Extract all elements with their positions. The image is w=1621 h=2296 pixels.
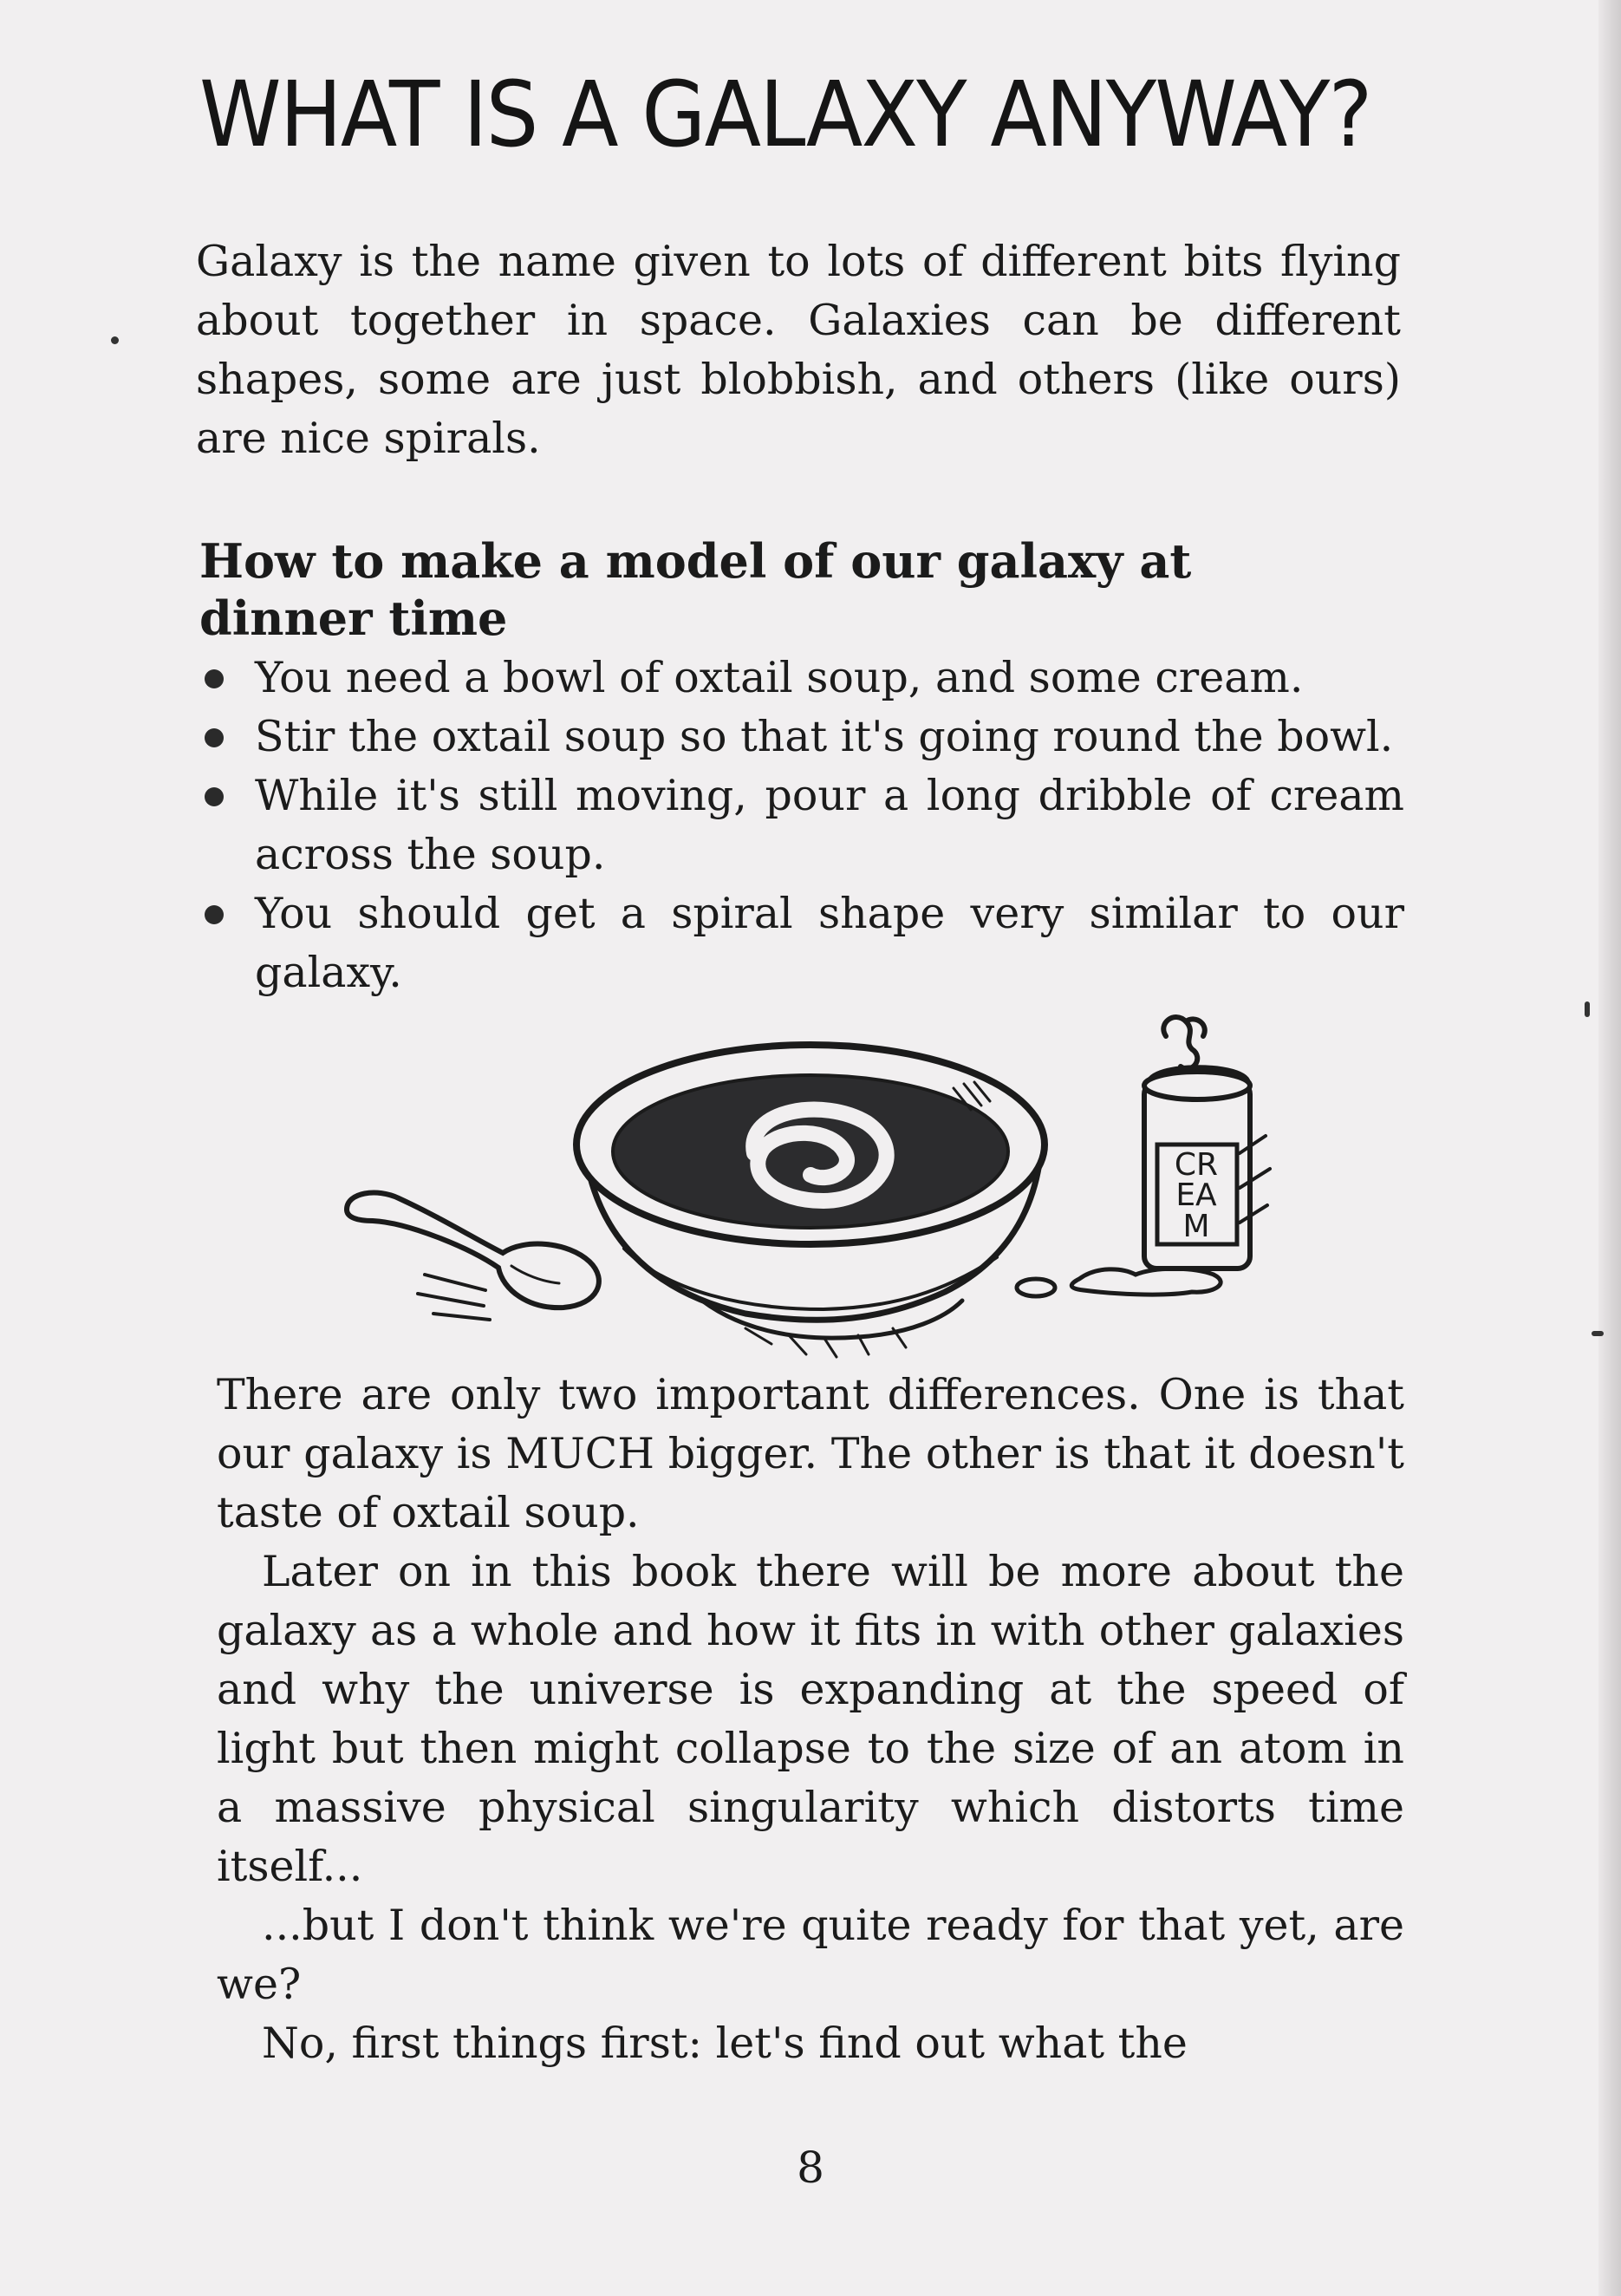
body-paragraph: Later on in this book there will be more about the galaxy as a whole and how it fits in with other galaxies and why the universe is expanding at the speed of light but then might collapse to the size of an atom in a massive physical singularity which distorts time itself... <box>217 1547 1404 1891</box>
ink-speck <box>111 336 119 344</box>
bullet-icon <box>205 905 224 924</box>
bowl-icon <box>576 1045 1045 1357</box>
instruction-list <box>199 649 1404 1002</box>
ink-speck <box>1592 1331 1604 1336</box>
body-paragraph: There are only two important differences. One is that our galaxy is MUCH bigger. The other is that it doesn't taste of oxtail soup. <box>217 1370 1404 1537</box>
bullet-icon <box>205 728 224 747</box>
page-title: WHAT IS A GALAXY ANYWAY? <box>199 62 1371 167</box>
section-heading: How to make a model of our galaxy at dinner time <box>199 533 1192 646</box>
jar-label-line-1: CR <box>1174 1147 1219 1183</box>
list-item <box>199 708 1404 766</box>
intro-paragraph: Galaxy is the name given to lots of different bits flying about together in space. Galaxies can be different shapes, some are just blobbish, and others (like ours) are nice spirals. <box>196 237 1401 463</box>
body-paragraph: ...but I don't think we're quite ready for that yet, are we? <box>217 1901 1404 2009</box>
body-paragraph: No, first things first: let's find out what the <box>262 2019 1188 2068</box>
list-item-text: Stir the oxtail soup so that it's going round the bowl. <box>255 712 1394 761</box>
list-item <box>199 649 1404 708</box>
page-number: 8 <box>797 2143 824 2193</box>
bullet-icon <box>205 669 224 688</box>
bullet-icon <box>205 787 224 806</box>
list-item-text: While it's still moving, pour a long dribble of cream across the soup. <box>255 771 1404 879</box>
cream-jar-icon <box>1144 1017 1270 1269</box>
list-item-text: You need a bowl of oxtail soup, and some cream. <box>255 653 1304 702</box>
body-text <box>217 1366 1404 2073</box>
soup-bowl-illustration <box>338 1014 1318 1361</box>
list-item <box>199 884 1404 1002</box>
list-item <box>199 766 1404 884</box>
list-item-text: You should get a spiral shape very similar to our galaxy. <box>255 889 1404 997</box>
jar-label-line-3: M <box>1182 1209 1210 1244</box>
page-edge <box>1598 0 1621 2296</box>
spill-icon <box>1017 1269 1221 1296</box>
jar-label-line-2: EA <box>1175 1177 1217 1213</box>
spoon-icon <box>347 1193 599 1320</box>
ink-speck <box>1585 1001 1590 1017</box>
